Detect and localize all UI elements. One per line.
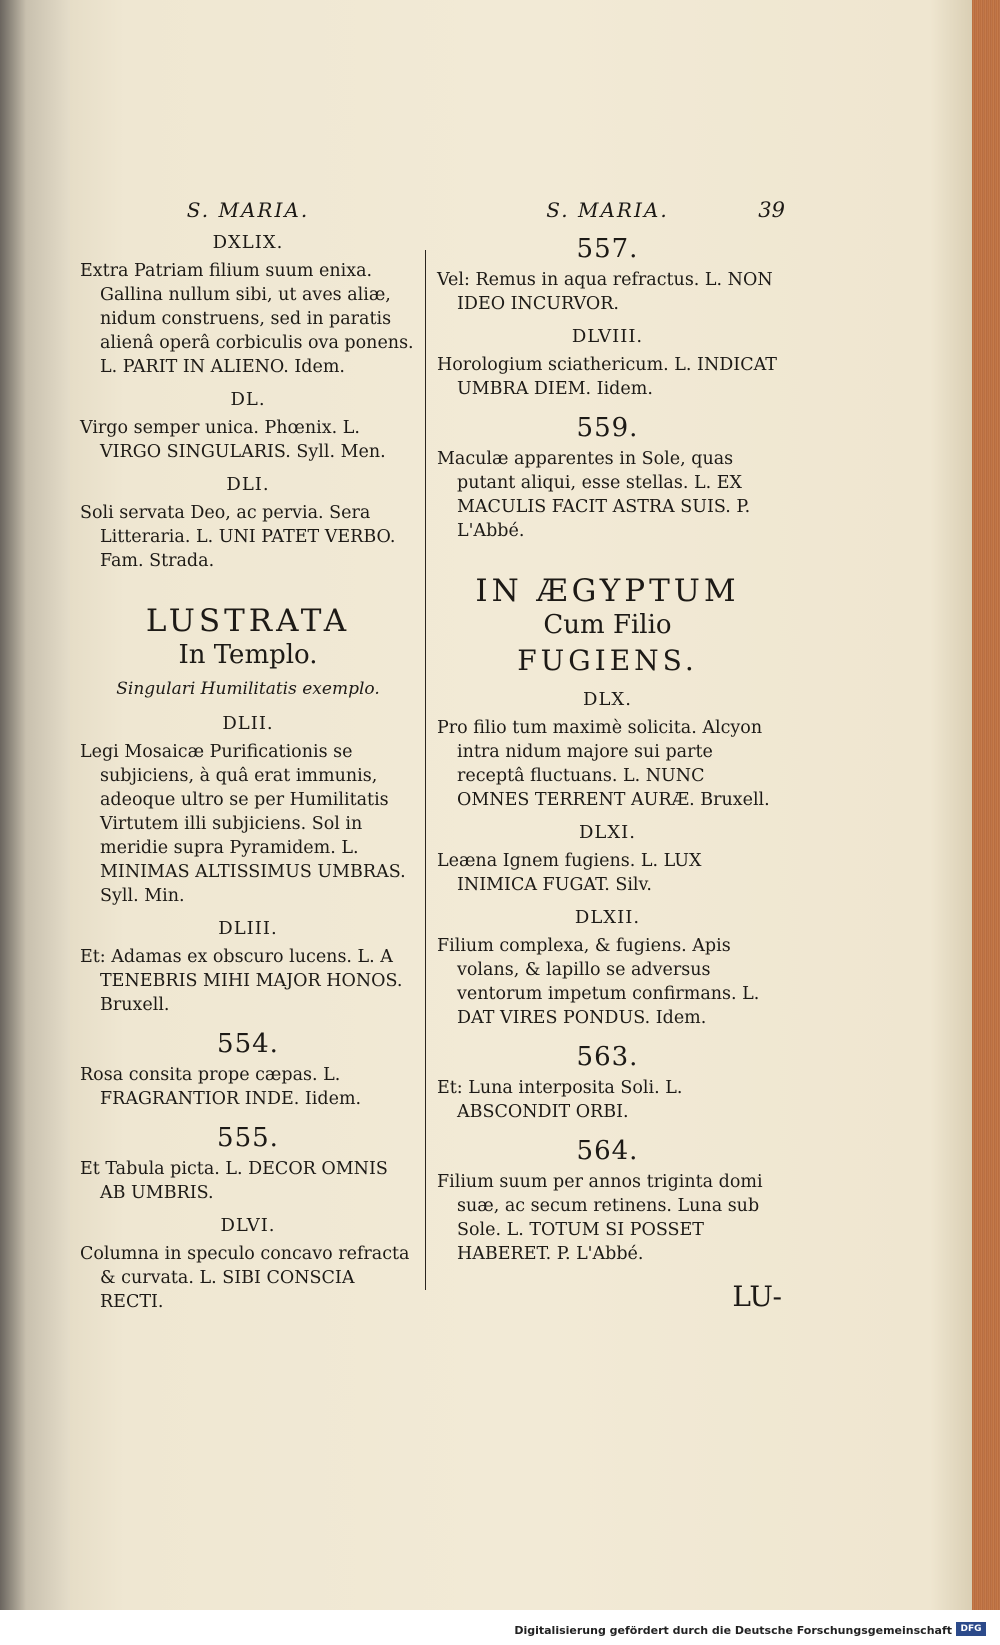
entry-number: 557. <box>576 234 639 264</box>
column-divider <box>425 250 426 1290</box>
entry-text: Legi Mosaicæ Purificationis se subjiciens, à quâ erat immunis, adeoque ultro se per Humilitatis Virtutem illi subjiciens. Sol in meridie supra Pyramidem. L. MINIMAS ALTISSIMUS UMBRAS. Syll. Min. <box>80 742 406 906</box>
entry-text: Extra Patriam filium suum enixa. Gallina nullum sibi, ut aves aliæ, nidum construens, sed in paratis alienâ operâ corbiculis ova ponens. L. PARIT IN ALIENO. Idem. <box>80 261 414 377</box>
entry-text: Virgo semper unica. Phœnix. L. VIRGO SINGULARIS. Syll. Men. <box>80 418 386 462</box>
entry-number: DLVIII. <box>571 326 644 347</box>
catchword-row <box>435 1266 780 1316</box>
section-title: LUSTRATA <box>145 603 351 639</box>
right-column <box>435 198 785 1316</box>
entry-text: Et: Luna interposita Soli. L. ABSCONDIT ORBI. <box>437 1078 683 1122</box>
entry-text: Soli servata Deo, ac pervia. Sera Litteraria. L. UNI PATET VERBO. Fam. Strada. <box>80 503 396 571</box>
entry-number: DLXI. <box>578 822 637 843</box>
entry-number: DLII. <box>222 713 274 734</box>
section-subtitle: Cum Filio <box>543 610 672 640</box>
entry-number: DLIII. <box>218 918 278 939</box>
running-head-left: S. MARIA. <box>186 198 310 222</box>
left-column <box>78 198 418 1314</box>
catchword: LU- <box>732 1280 782 1313</box>
entry-text: Pro filio tum maximè solicita. Alcyon intra nidum majore sui parte receptâ fluctuans. L. NUNC OMNES TERRENT AURÆ. Bruxell. <box>437 718 770 810</box>
entry-number: DLXII. <box>574 907 641 928</box>
entry-text: Filium suum per annos triginta domi suæ, ac secum retinens. Luna sub Sole. L. TOTUM SI POSSET HABERET. P. L'Abbé. <box>437 1172 763 1264</box>
entry-text: Vel: Remus in aqua refractus. L. NON IDEO INCURVOR. <box>437 270 773 314</box>
entry-text: Columna in speculo concavo refracta & curvata. L. SIBI CONSCIA RECTI. <box>80 1244 410 1312</box>
entry-text: Horologium sciathericum. L. INDICAT UMBRA DIEM. Iidem. <box>437 355 777 399</box>
section-subtitle: In Templo. <box>178 640 318 670</box>
running-head-right: S. MARIA. <box>546 198 669 222</box>
funding-credit: Digitalisierung gefördert durch die Deutsche Forschungsgemeinschaft <box>514 1624 952 1637</box>
entry-number: 559. <box>576 413 639 443</box>
entry-text: Leæna Ignem fugiens. L. LUX INIMICA FUGAT. Silv. <box>437 851 702 895</box>
entry-number: 555. <box>217 1123 279 1153</box>
entry-text: Et: Adamas ex obscuro lucens. L. A TENEBRIS MIHI MAJOR HONOS. Bruxell. <box>80 947 403 1015</box>
entry-text: Filium complexa, & fugiens. Apis volans, & lapillo se adversus ventorum impetum confirmans. L. DAT VIRES PONDUS. Idem. <box>437 936 760 1028</box>
entry-number: 563. <box>576 1042 639 1072</box>
entry-number: DXLIX. <box>212 232 284 253</box>
dfg-logo-icon: DFG <box>956 1622 986 1636</box>
footer-bar <box>0 1610 1000 1645</box>
entry-number: DL. <box>230 389 266 410</box>
section-title-second-line: FUGIENS. <box>517 644 698 677</box>
page-number: 39 <box>758 198 785 222</box>
entry-number: 554. <box>217 1029 279 1059</box>
entry-number: DLX. <box>583 689 632 710</box>
entry-text: Rosa consita prope cæpas. L. FRAGRANTIOR INDE. Iidem. <box>80 1065 362 1109</box>
section-title: IN ÆGYPTUM <box>475 573 740 609</box>
facing-page-edge <box>0 0 75 1610</box>
entry-number: DLI. <box>226 474 270 495</box>
entry-number: DLVI. <box>220 1215 276 1236</box>
entry-number: 564. <box>576 1136 639 1166</box>
section-note: Singulari Humilitatis exemplo. <box>116 679 380 699</box>
page-block-edge <box>972 0 1000 1610</box>
entry-text: Et Tabula picta. L. DECOR OMNIS AB UMBRIS. <box>80 1159 388 1203</box>
entry-text: Maculæ apparentes in Sole, quas putant aliqui, esse stellas. L. EX MACULIS FACIT ASTRA SUIS. P. L'Abbé. <box>437 449 751 541</box>
